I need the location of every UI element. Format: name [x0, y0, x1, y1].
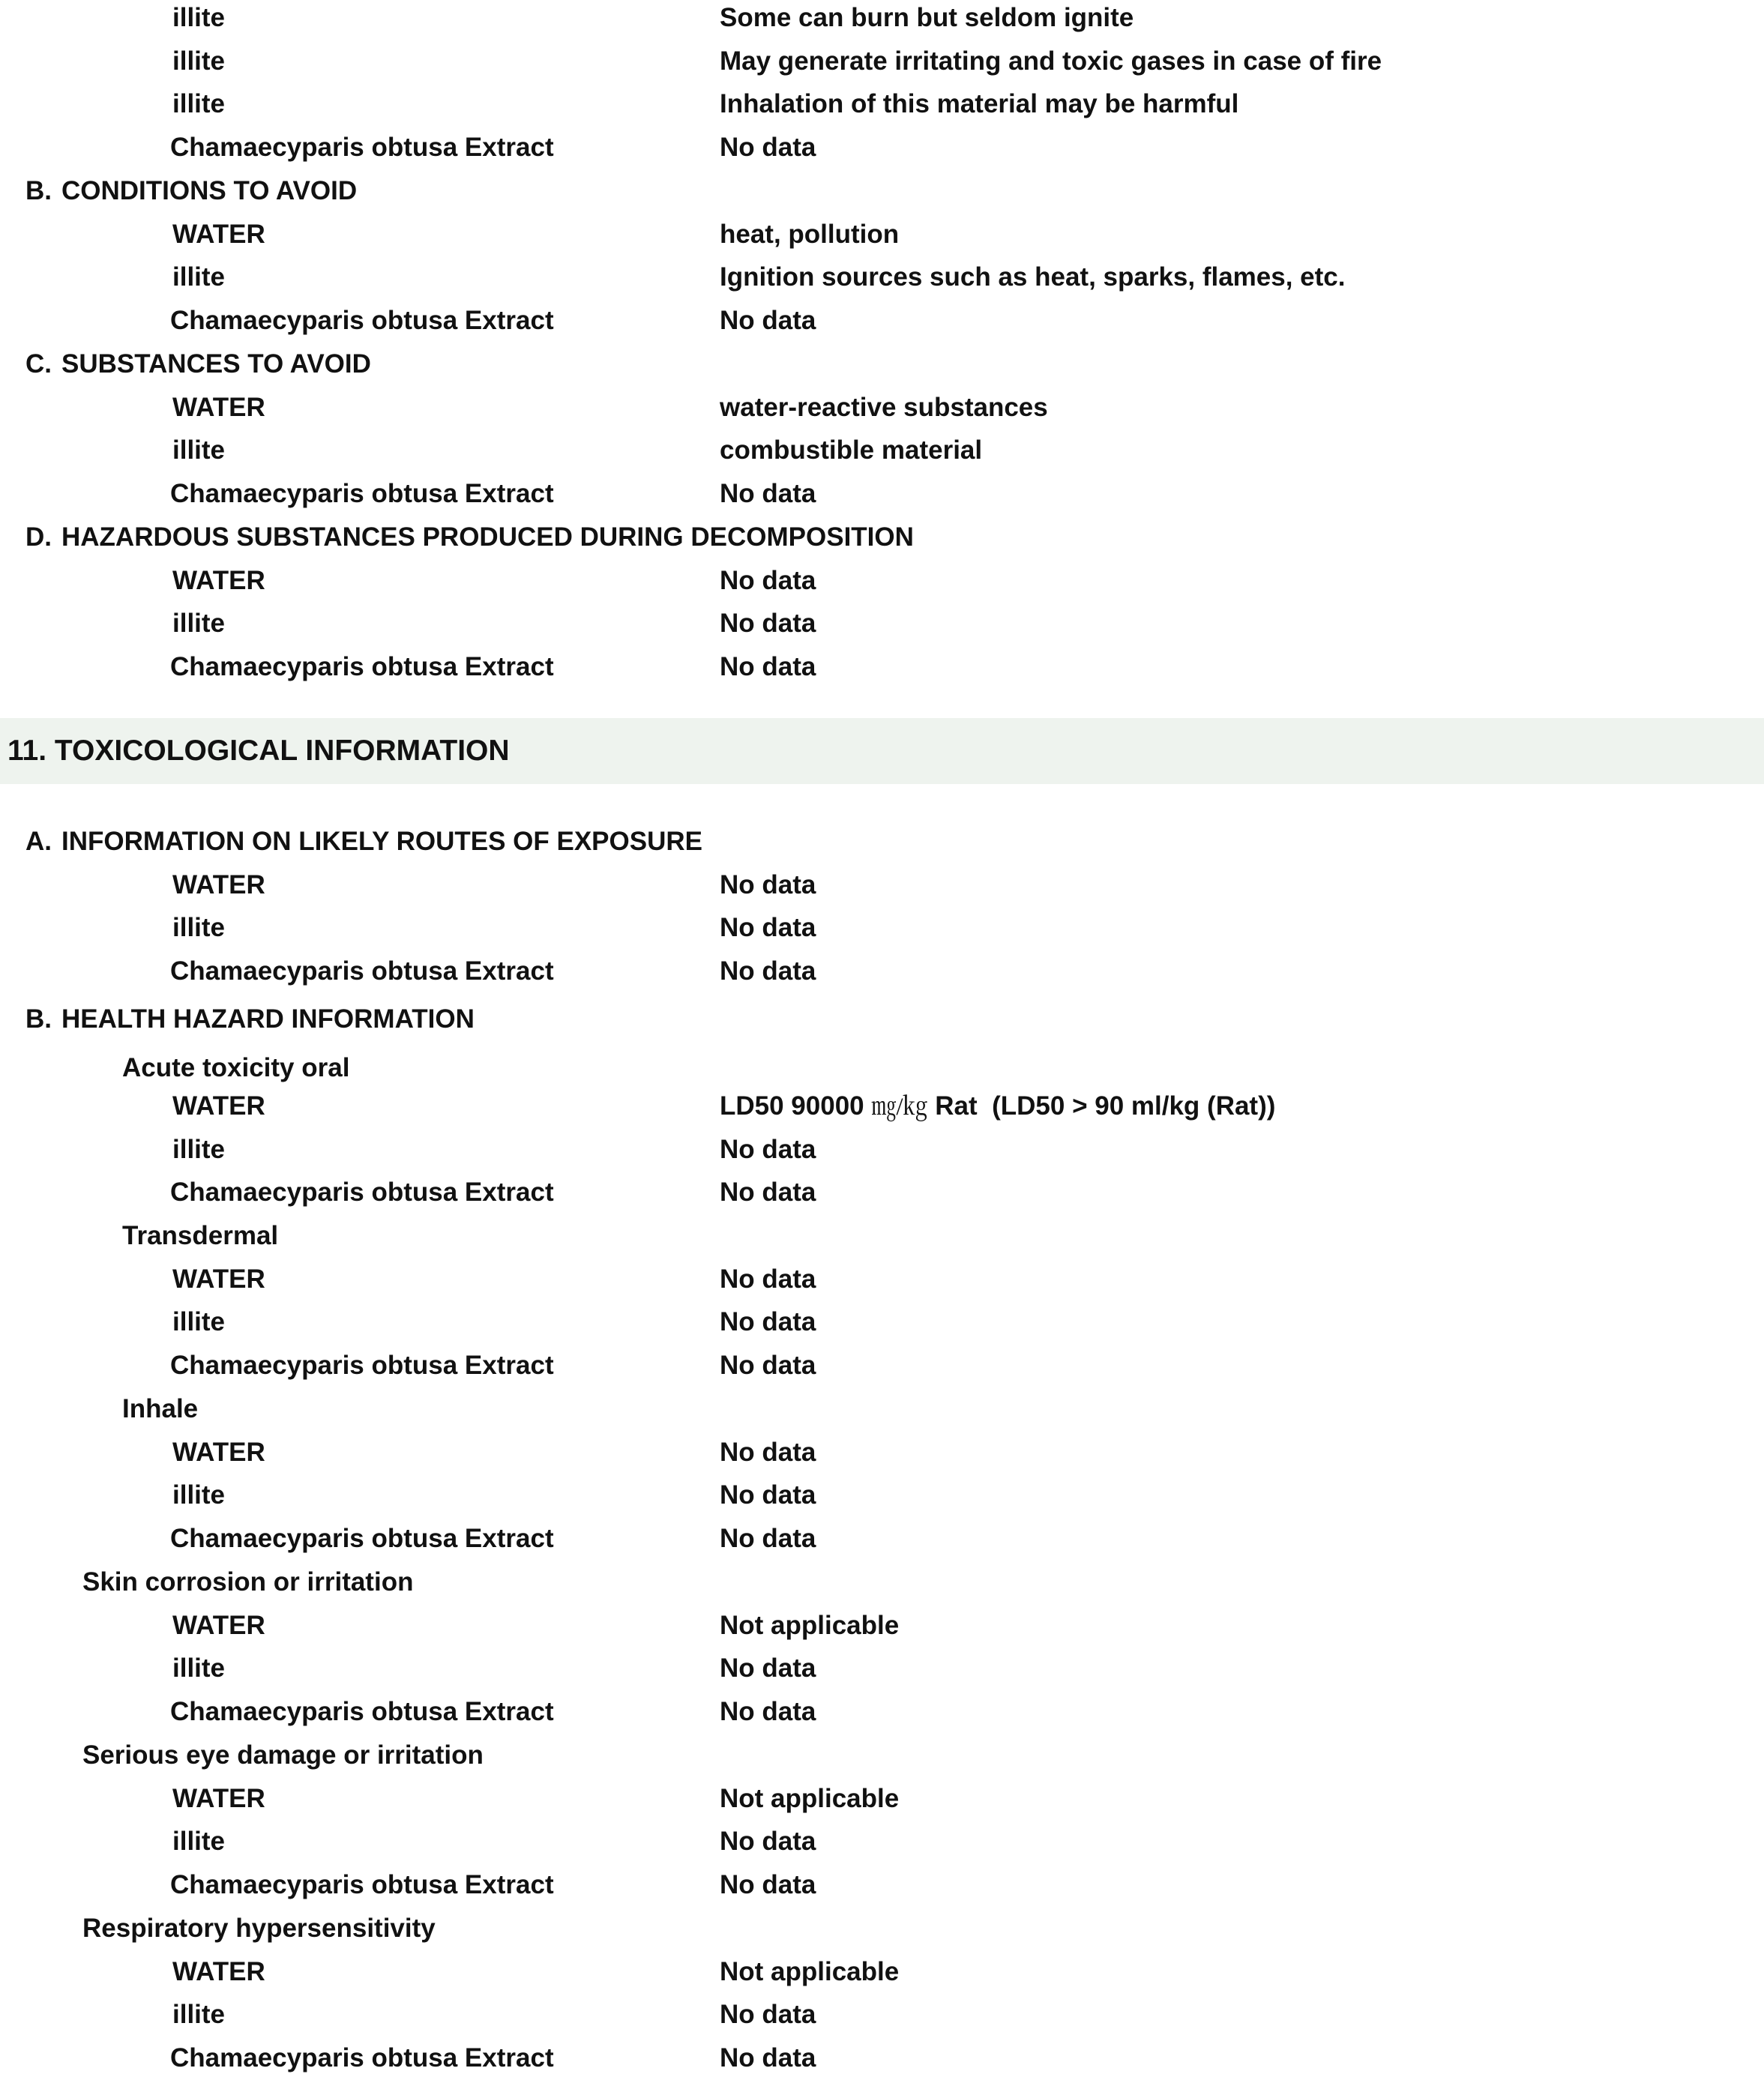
- substance-value: heat, pollution: [720, 220, 900, 249]
- substance-value: No data: [720, 1827, 816, 1856]
- substance-name: Chamaecyparis obtusa Extract: [170, 479, 554, 508]
- ld50-unit: ㎎/㎏: [871, 1094, 928, 1121]
- substance-value: No data: [720, 1135, 816, 1164]
- substance-name: WATER: [172, 220, 265, 249]
- subsection-heading-routes: [0, 820, 702, 863]
- subsection-heading-substances: [0, 343, 371, 386]
- subsection-title: HAZARDOUS SUBSTANCES PRODUCED DURING DECOMPOSITION: [61, 522, 914, 552]
- subsection-heading-health-hazard: [0, 998, 475, 1041]
- substance-name: illite: [172, 435, 226, 465]
- substance-name: Chamaecyparis obtusa Extract: [170, 652, 554, 681]
- substance-name: WATER: [172, 393, 265, 422]
- substance-name: WATER: [172, 1091, 265, 1121]
- subsection-letter: B.: [25, 176, 52, 205]
- substance-value: No data: [720, 479, 816, 508]
- substance-value: Not applicable: [720, 1611, 900, 1640]
- substance-name: illite: [172, 262, 226, 292]
- substance-name: illite: [172, 89, 226, 118]
- substance-name: WATER: [172, 1264, 265, 1294]
- hazard-category-label: Inhale: [122, 1394, 199, 1423]
- subsection-heading-decomposition: [0, 516, 914, 559]
- substance-value: No data: [720, 1697, 816, 1726]
- substance-name: illite: [172, 1654, 226, 1683]
- substance-value: No data: [720, 306, 816, 335]
- substance-value: No data: [720, 609, 816, 638]
- subsection-title: INFORMATION ON LIKELY ROUTES OF EXPOSURE: [61, 827, 702, 856]
- substance-name: Chamaecyparis obtusa Extract: [170, 1697, 554, 1726]
- substance-value: No data: [720, 1178, 816, 1207]
- substance-value: No data: [720, 2043, 816, 2073]
- substance-value: No data: [720, 1654, 816, 1683]
- substance-name: illite: [172, 1135, 226, 1164]
- substance-name: WATER: [172, 566, 265, 595]
- subsection-title: HEALTH HAZARD INFORMATION: [61, 1004, 475, 1034]
- subsection-title: SUBSTANCES TO AVOID: [61, 349, 371, 379]
- substance-name: Chamaecyparis obtusa Extract: [170, 306, 554, 335]
- substance-value: combustible material: [720, 435, 983, 465]
- subsection-letter: A.: [25, 827, 52, 856]
- substance-value: No data: [720, 133, 816, 162]
- substance-value: Some can burn but seldom ignite: [720, 3, 1134, 32]
- substance-name: illite: [172, 913, 226, 942]
- subsection-title: CONDITIONS TO AVOID: [61, 176, 358, 205]
- substance-value: No data: [720, 1351, 816, 1380]
- subsection-heading-conditions: [0, 169, 357, 213]
- substance-name: Chamaecyparis obtusa Extract: [170, 1870, 554, 1899]
- substance-value: No data: [720, 870, 816, 899]
- substance-name: Chamaecyparis obtusa Extract: [170, 1351, 554, 1380]
- substance-value: Inhalation of this material may be harmful: [720, 89, 1239, 118]
- section-title: 11. TOXICOLOGICAL INFORMATION: [7, 735, 510, 767]
- substance-name: Chamaecyparis obtusa Extract: [170, 1524, 554, 1553]
- substance-value: No data: [720, 2000, 816, 2029]
- subsection-letter: B.: [25, 1004, 52, 1034]
- substance-name: WATER: [172, 1438, 265, 1467]
- substance-value: No data: [720, 1480, 816, 1510]
- substance-name: WATER: [172, 1784, 265, 1813]
- substance-name: illite: [172, 1480, 226, 1510]
- substance-value: No data: [720, 956, 816, 986]
- substance-name: Chamaecyparis obtusa Extract: [170, 956, 554, 986]
- substance-value: [720, 1085, 1275, 1129]
- substance-name: WATER: [172, 1957, 265, 1986]
- substance-name: illite: [172, 609, 226, 638]
- substance-value: No data: [720, 1870, 816, 1899]
- substance-name: Chamaecyparis obtusa Extract: [170, 1178, 554, 1207]
- substance-value: No data: [720, 566, 816, 595]
- substance-name: WATER: [172, 1611, 265, 1640]
- subsection-letter: D.: [25, 522, 52, 552]
- substance-value: No data: [720, 1307, 816, 1336]
- substance-value: Ignition sources such as heat, sparks, flames, etc.: [720, 262, 1346, 292]
- substance-value: water-reactive substances: [720, 393, 1048, 422]
- substance-value: No data: [720, 1524, 816, 1553]
- hazard-category-label: Transdermal: [122, 1221, 279, 1250]
- hazard-category-label: Respiratory hypersensitivity: [82, 1914, 436, 1943]
- substance-name: illite: [172, 2000, 226, 2029]
- substance-value: No data: [720, 1264, 816, 1294]
- substance-value: No data: [720, 652, 816, 681]
- substance-name: Chamaecyparis obtusa Extract: [170, 2043, 554, 2073]
- subsection-letter: C.: [25, 349, 52, 379]
- substance-name: WATER: [172, 870, 265, 899]
- substance-value: No data: [720, 913, 816, 942]
- substance-value: No data: [720, 1438, 816, 1467]
- substance-name: illite: [172, 46, 226, 76]
- substance-name: Chamaecyparis obtusa Extract: [170, 133, 554, 162]
- hazard-category-label: Skin corrosion or irritation: [82, 1567, 414, 1597]
- substance-value: Not applicable: [720, 1957, 900, 1986]
- substance-value: Not applicable: [720, 1784, 900, 1813]
- substance-name: illite: [172, 3, 226, 32]
- section-header-band: [0, 718, 1764, 784]
- substance-name: illite: [172, 1307, 226, 1336]
- ld50-note: Rat (LD50 > 90 ml/kg (Rat)): [927, 1091, 1276, 1121]
- ld50-value: LD50 90000: [720, 1091, 872, 1121]
- substance-value: May generate irritating and toxic gases in case of fire: [720, 46, 1382, 76]
- substance-name: illite: [172, 1827, 226, 1856]
- hazard-category-label: Serious eye damage or irritation: [82, 1740, 484, 1770]
- hazard-category-label: Acute toxicity oral: [122, 1053, 350, 1082]
